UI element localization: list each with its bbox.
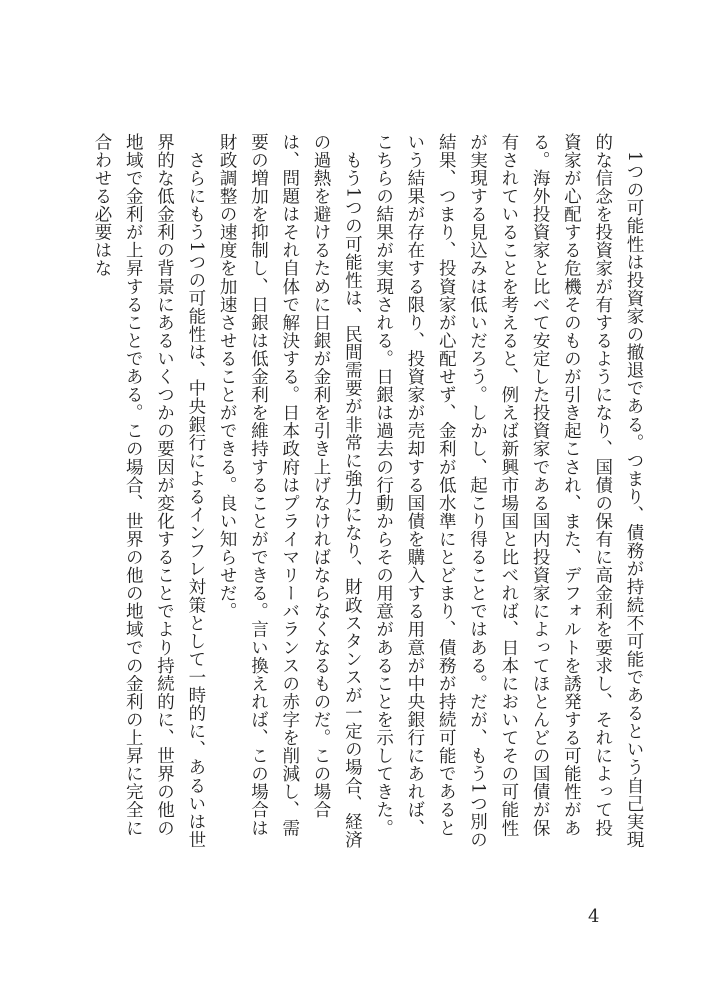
body-text bbox=[86, 133, 649, 853]
paragraph-investor-withdrawal: 1つの可能性は投資家の撤退である。つまり、債務が持続不可能であるという自己実現的な信念を投資家が有するようになり、国債の保有に高金利を要求し、それによって投資家が心配する危機そのものが引き起こされ、また、デフォルトを誘発する可能性がある。海外投資家と比べて安定した投資家である国内投資家によってほとんどの国債が保有されていることを考えると、例えば新興市場国と比べれば、日本においてその可能性が実現する見込みは低いだろう。しかし、起こり得ることではある。だが、もう1つ別の結果、つまり、投資家が心配せず、金利が低水準にとどまり、債務が持続可能であるという結果が存在する限り、投資家が売却する国債を購入する用意が中央銀行にあれば、こちらの結果が実現される。日銀は過去の行動からその用意があることを示してきた。 bbox=[373, 133, 644, 849]
page-number: 4 bbox=[588, 906, 600, 927]
paragraph-global-rates: さらにもう1つの可能性は、中央銀行によるインフレ対策として一時的に、あるいは世界的な低金利の背景にあるいくつかの要因が変化することでより持続的に、世界の他の地域で金利が上昇することである。この場合、世界の他の地域での金利の上昇に完全に合わせる必要はな bbox=[91, 133, 206, 849]
paragraph-private-demand: もう1つの可能性は、民間需要が非常に強力になり、財政スタンスが一定の場合、経済の過熱を避けるために日銀が金利を引き上げなければならなくなるものだ。この場合は、問題はそれ自体で解決する。日本政府はプライマリーバランスの赤字を削減し、需要の増加を抑制し、日銀は低金利を維持することができる。言い換えれば、この場合は財政調整の速度を加速させることができる。良い知らせだ。 bbox=[217, 133, 363, 849]
